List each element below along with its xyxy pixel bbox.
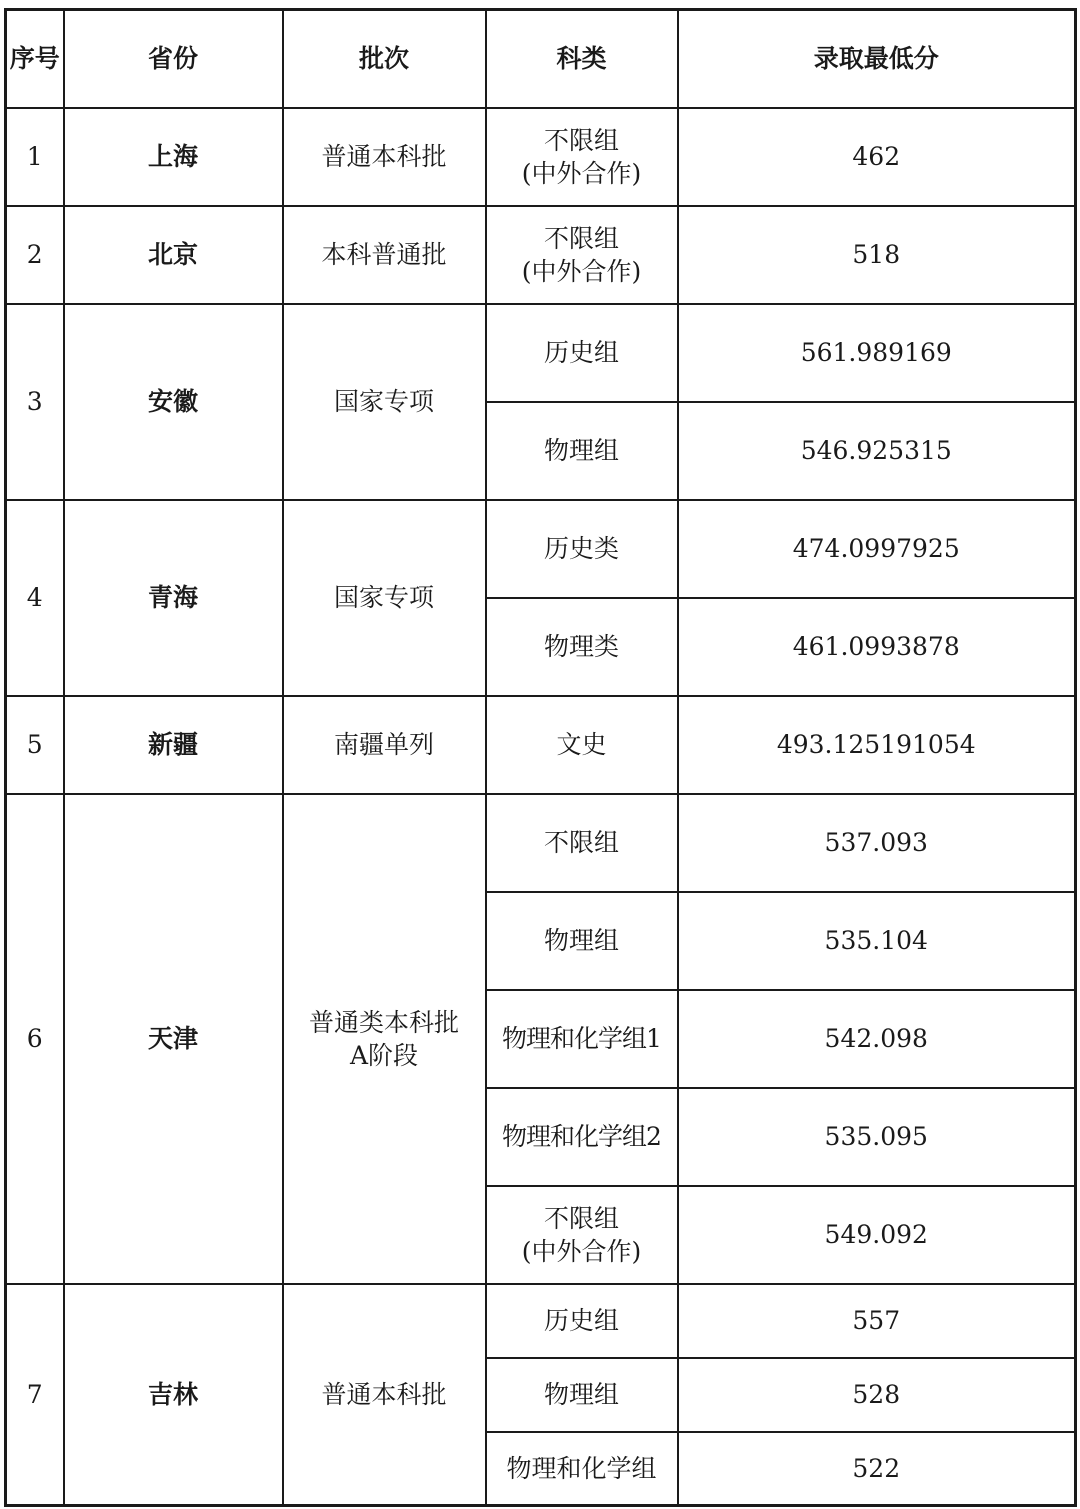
table-row — [6, 1284, 1076, 1358]
category-cell — [486, 108, 678, 206]
batch-line: 普通本科批 — [321, 1379, 447, 1409]
category-cell — [486, 696, 678, 794]
province-cell: 吉林 — [64, 1284, 283, 1506]
category-line: 物理组 — [543, 926, 619, 955]
batch-line: A阶段 — [349, 1040, 419, 1070]
category-cell — [486, 1432, 678, 1506]
score-cell: 537.093 — [678, 794, 1076, 892]
score-cell: 522 — [678, 1432, 1076, 1506]
category-line: 不限组 — [543, 125, 619, 155]
score-cell: 557 — [678, 1284, 1076, 1358]
score-cell: 549.092 — [678, 1186, 1076, 1284]
score-cell: 528 — [678, 1358, 1076, 1432]
header-row — [6, 10, 1076, 108]
table-row — [6, 206, 1076, 304]
category-line: 历史类 — [543, 534, 619, 563]
batch-cell — [283, 1284, 486, 1506]
category-line: 不限组 — [543, 223, 619, 253]
category-line: 物理组 — [543, 1380, 619, 1409]
header-batch: 批次 — [283, 10, 486, 108]
batch-cell — [283, 108, 486, 206]
table-row — [6, 500, 1076, 598]
batch-line: 普通类本科批 — [308, 1007, 459, 1037]
batch-line: 国家专项 — [333, 387, 434, 416]
table-row — [6, 696, 1076, 794]
header-category: 科类 — [486, 10, 678, 108]
table-row — [6, 794, 1076, 892]
category-line: 不限组 — [543, 828, 619, 857]
category-cell — [486, 1358, 678, 1432]
category-cell — [486, 1088, 678, 1186]
index-cell: 4 — [6, 500, 64, 696]
score-cell: 535.095 — [678, 1088, 1076, 1186]
score-cell: 493.125191054 — [678, 696, 1076, 794]
category-line: (中外合作) — [521, 158, 642, 188]
table-row — [6, 108, 1076, 206]
province-cell: 上海 — [64, 108, 283, 206]
batch-cell — [283, 500, 486, 696]
category-line: (中外合作) — [521, 256, 642, 286]
category-cell — [486, 402, 678, 500]
category-cell — [486, 1186, 678, 1284]
score-cell: 474.0997925 — [678, 500, 1076, 598]
batch-line: 南疆单列 — [333, 730, 434, 759]
category-line: 文史 — [556, 730, 607, 759]
category-cell — [486, 304, 678, 402]
category-line: 历史组 — [543, 338, 619, 367]
batch-line: 普通本科批 — [321, 142, 447, 171]
category-line: (中外合作) — [521, 1236, 642, 1266]
batch-cell — [283, 794, 486, 1284]
header-province: 省份 — [64, 10, 283, 108]
batch-cell — [283, 696, 486, 794]
index-cell: 2 — [6, 206, 64, 304]
batch-cell — [283, 206, 486, 304]
category-cell — [486, 500, 678, 598]
admission-score-table — [4, 8, 1077, 1507]
batch-cell — [283, 304, 486, 500]
province-cell: 安徽 — [64, 304, 283, 500]
category-cell — [486, 892, 678, 990]
index-cell: 7 — [6, 1284, 64, 1506]
batch-line: 国家专项 — [333, 583, 434, 612]
category-cell — [486, 794, 678, 892]
index-cell: 1 — [6, 108, 64, 206]
score-cell: 535.104 — [678, 892, 1076, 990]
province-cell: 新疆 — [64, 696, 283, 794]
index-cell: 3 — [6, 304, 64, 500]
score-cell: 462 — [678, 108, 1076, 206]
category-line: 历史组 — [543, 1306, 619, 1335]
score-cell: 561.989169 — [678, 304, 1076, 402]
category-line: 物理组 — [543, 436, 619, 465]
batch-line: 本科普通批 — [321, 240, 447, 269]
category-cell — [486, 598, 678, 696]
header-index: 序号 — [6, 10, 64, 108]
header-min-score: 录取最低分 — [678, 10, 1076, 108]
score-cell: 542.098 — [678, 990, 1076, 1088]
category-line: 物理和化学组1 — [502, 1024, 661, 1053]
category-cell — [486, 1284, 678, 1358]
category-cell — [486, 206, 678, 304]
province-cell: 天津 — [64, 794, 283, 1284]
province-cell: 青海 — [64, 500, 283, 696]
category-line: 物理和化学组 — [506, 1453, 657, 1483]
category-line: 不限组 — [543, 1203, 619, 1233]
score-cell: 518 — [678, 206, 1076, 304]
index-cell: 5 — [6, 696, 64, 794]
score-cell: 546.925315 — [678, 402, 1076, 500]
category-line: 物理和化学组2 — [502, 1122, 661, 1151]
score-cell: 461.0993878 — [678, 598, 1076, 696]
category-cell — [486, 990, 678, 1088]
index-cell: 6 — [6, 794, 64, 1284]
table-row — [6, 304, 1076, 402]
category-line: 物理类 — [543, 632, 619, 661]
province-cell: 北京 — [64, 206, 283, 304]
